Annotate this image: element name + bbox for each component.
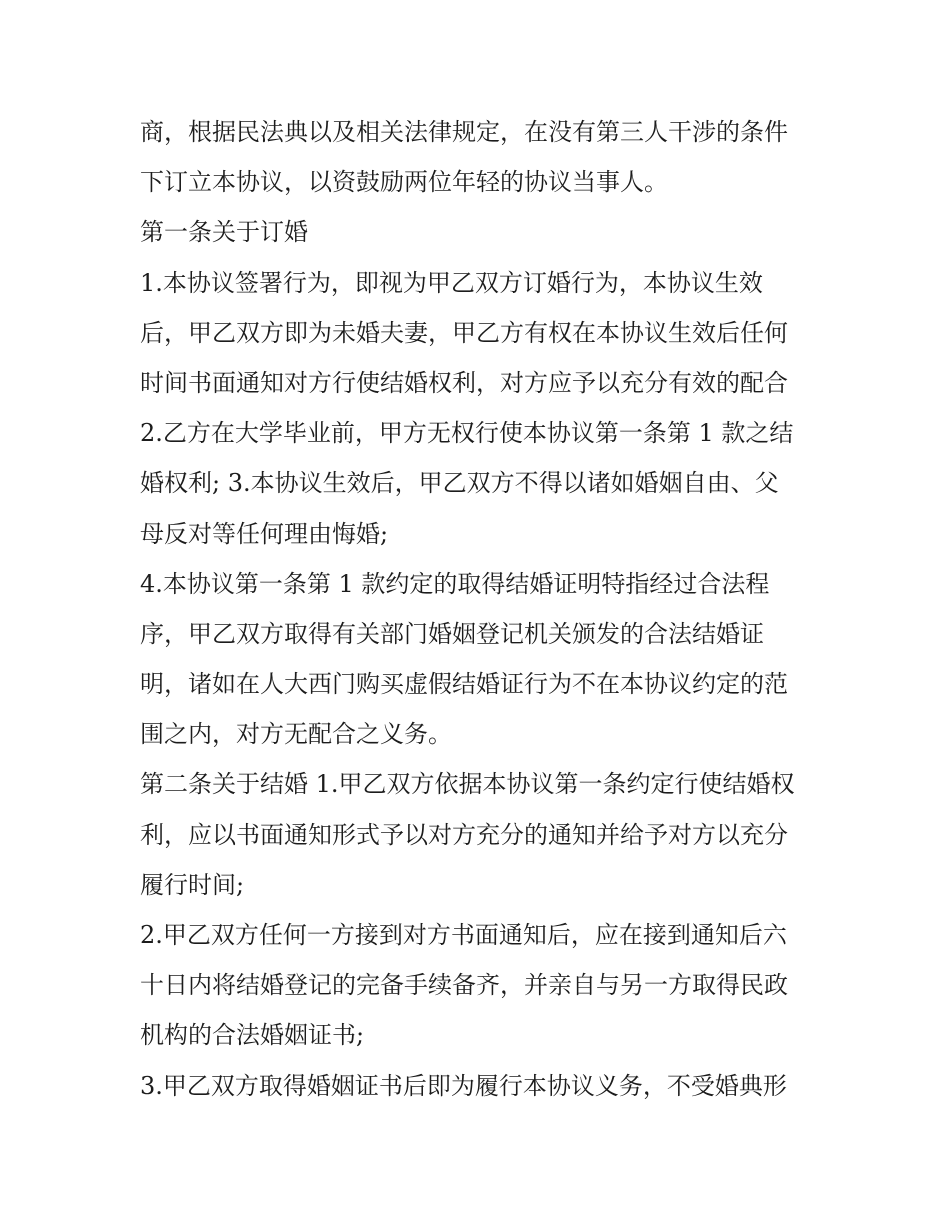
text-line: 履行时间;	[140, 870, 245, 899]
text-line: 序，甲乙双方取得有关部门婚姻登记机关颁发的合法结婚证	[140, 619, 764, 648]
text-line: 机构的合法婚姻证书;	[140, 1021, 365, 1050]
text-line: 3.甲乙双方取得婚姻证书后即为履行本协议义务，不受婚典形	[140, 1071, 787, 1100]
text-line: 十日内将结婚登记的完备手续备齐，并亲自与另一方取得民政	[140, 971, 788, 1000]
text-line: 后，甲乙双方即为未婚夫妻，甲乙方有权在本协议生效后任何	[140, 318, 788, 347]
text-line: 围之内，对方无配合之义务。	[140, 720, 452, 749]
document-body	[140, 107, 812, 1111]
text-line: 2.甲乙双方任何一方接到对方书面通知后，应在接到通知后六	[140, 921, 787, 949]
text-line: 2.乙方在大学毕业前，甲方无权行使本协议第一条第 1 款之结	[140, 419, 794, 448]
text-line: 时间书面通知对方行使结婚权利，对方应予以充分有效的配合	[140, 368, 788, 397]
section-heading: 第一条关于订婚	[140, 218, 308, 247]
text-line: 明，诸如在人大西门购买虚假结婚证行为不在本协议约定的范	[140, 670, 788, 699]
text-line: 利，应以书面通知形式予以对方充分的通知并给予对方以充分	[140, 820, 788, 849]
text-line: 婚权利; 3.本协议生效后，甲乙双方不得以诸如婚姻自由、父	[140, 469, 779, 498]
text-line: 1.本协议签署行为，即视为甲乙双方订婚行为，本协议生效	[140, 268, 763, 297]
text-line: 母反对等任何理由悔婚;	[140, 519, 389, 548]
text-line: 4.本协议第一条第 1 款约定的取得结婚证明特指经过合法程	[140, 569, 770, 598]
text-line: 第二条关于结婚 1.甲乙双方依据本协议第一条约定行使结婚权	[140, 770, 795, 799]
text-line: 商，根据民法典以及相关法律规定，在没有第三人干涉的条件	[140, 118, 788, 146]
text-line: 下订立本协议，以资鼓励两位年轻的协议当事人。	[140, 168, 668, 197]
